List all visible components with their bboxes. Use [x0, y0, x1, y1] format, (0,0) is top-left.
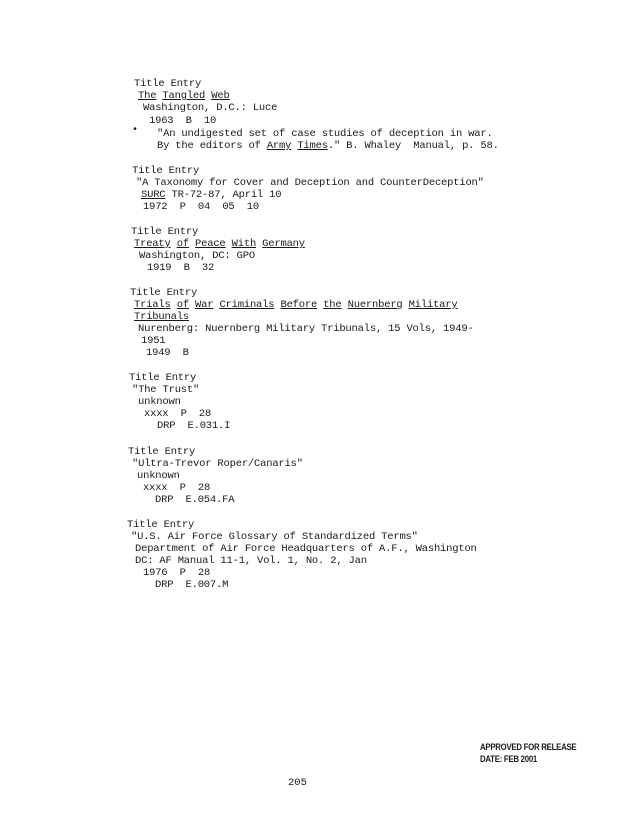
entry-publisher: Department of Air Force Headquarters of A.F., Washington [135, 543, 477, 555]
entry-note: "An undigested set of case studies of deception in war. [157, 128, 493, 140]
entry-publisher: unknown [138, 396, 181, 408]
entry-label: Title Entry [131, 226, 199, 238]
entry-publisher: Washington, D.C.: Luce [143, 102, 278, 114]
entry-code: 1919 B 32 [147, 262, 215, 274]
entry-title: "The Trust" [132, 384, 200, 396]
stamp-line: DATE: FEB 2001 [480, 754, 538, 765]
entry-publisher: DC: AF Manual 11-1, Vol. 1, No. 2, Jan [135, 555, 367, 567]
entry-publisher: unknown [137, 470, 180, 482]
entry-code: 1972 P 04 05 10 [143, 201, 259, 213]
entry-publisher: Washington, DC: GPO [139, 250, 255, 262]
page-number: 205 [288, 777, 307, 789]
release-stamp [480, 742, 576, 766]
bullet-mark: • [132, 125, 139, 136]
entry-drp: DRP E.054.FA [155, 494, 235, 506]
entry-label: Title Entry [134, 78, 202, 90]
entry-code: 1963 B 10 [149, 115, 217, 127]
entry-code: 1949 B [146, 347, 189, 359]
entry-title: Treaty of Peace With Germany [134, 238, 305, 250]
entry-label: Title Entry [128, 446, 196, 458]
entry-title: "Ultra-Trevor Roper/Canaris" [132, 458, 303, 470]
entry-drp: DRP E.007.M [155, 579, 229, 591]
entry-label: Title Entry [127, 519, 195, 531]
entry-publisher: 1951 [141, 335, 166, 347]
entry-title: "A Taxonomy for Cover and Deception and CounterDeception" [136, 177, 484, 189]
entry-code: xxxx P 28 [144, 408, 212, 420]
stamp-line: APPROVED FOR RELEASE [480, 742, 577, 753]
entry-label: Title Entry [129, 372, 197, 384]
entry-code: xxxx P 28 [143, 482, 211, 494]
entry-title: The Tangled Web [138, 90, 230, 102]
entry-drp: DRP E.031.I [157, 420, 231, 432]
entry-label: Title Entry [132, 165, 200, 177]
entry-note: By the editors of Army Times." B. Whaley Manual, p. 58. [157, 140, 499, 152]
entry-title: Tribunals [134, 311, 189, 323]
entry-code: 1976 P 28 [143, 567, 211, 579]
entry-publisher: SURC TR-72-87, April 10 [141, 189, 282, 201]
entry-publisher: Nurenberg: Nuernberg Military Tribunals, 15 Vols, 1949- [138, 323, 474, 335]
entry-title: Trials of War Criminals Before the Nuernberg Military [134, 299, 458, 311]
entry-label: Title Entry [130, 287, 198, 299]
entry-title: "U.S. Air Force Glossary of Standardized Terms" [131, 531, 418, 543]
